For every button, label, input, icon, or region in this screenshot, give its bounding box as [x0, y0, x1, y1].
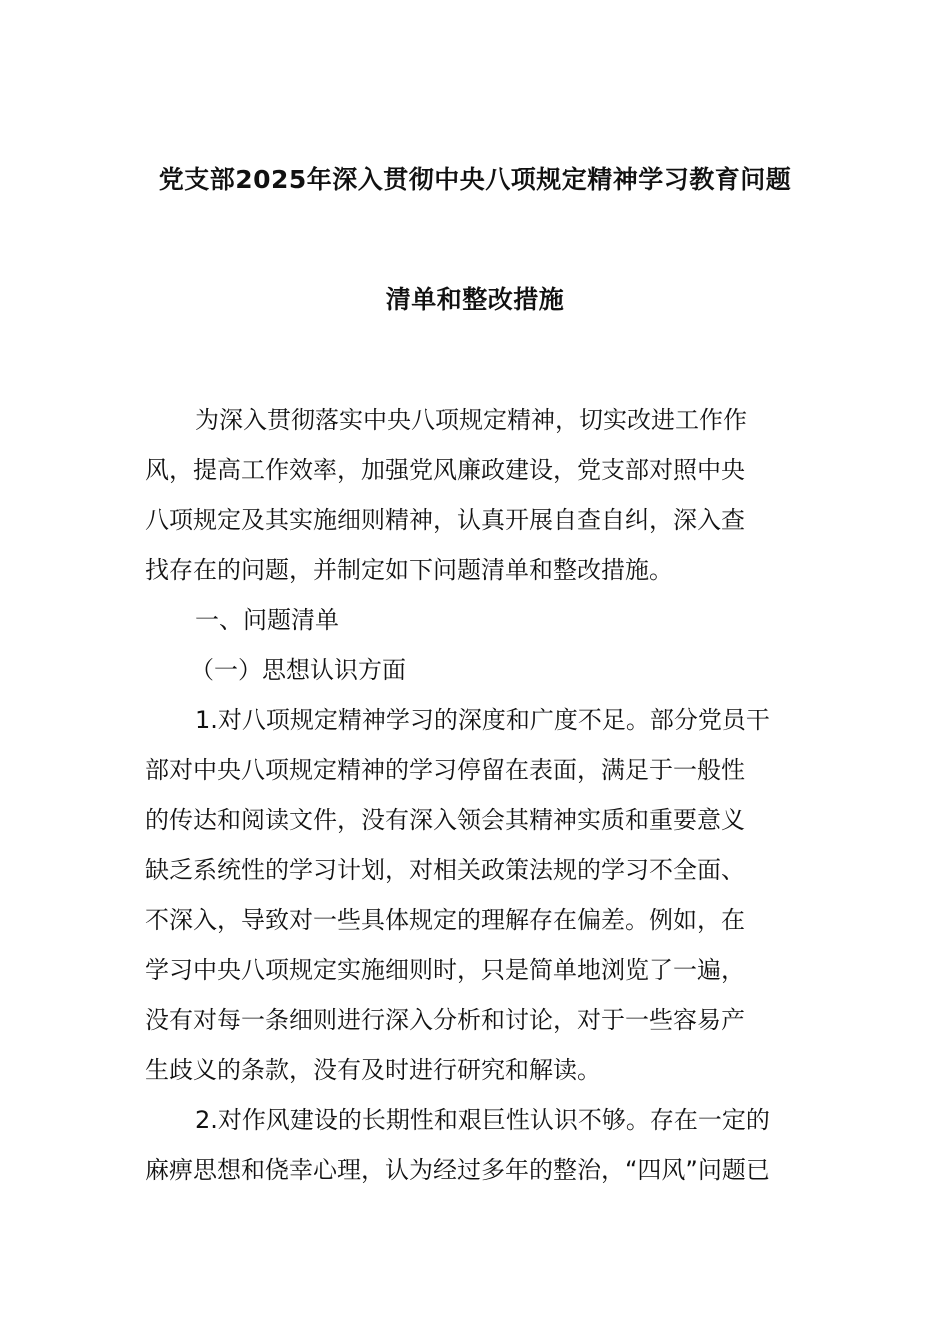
- subsection-heading-thinking: （一）思想认识方面: [190, 656, 406, 684]
- item-1-line: 的传达和阅读文件，没有深入领会其精神实质和重要意义: [145, 806, 745, 834]
- document-title-line-1: 党支部2025年深入贯彻中央八项规定精神学习教育问题: [158, 165, 792, 194]
- item-1-line: 部对中央八项规定精神的学习停留在表面，满足于一般性: [145, 756, 745, 784]
- item-1-line: 生歧义的条款，没有及时进行研究和解读。: [145, 1056, 601, 1084]
- intro-line: 找存在的问题，并制定如下问题清单和整改措施。: [145, 556, 673, 584]
- document-title-line-2: 清单和整改措施: [385, 285, 565, 314]
- intro-line: 八项规定及其实施细则精神，认真开展自查自纠，深入查: [145, 506, 745, 534]
- item-1-line: 不深入，导致对一些具体规定的理解存在偏差。例如，在: [145, 906, 745, 934]
- item-2-line: 麻痹思想和侥幸心理，认为经过多年的整治，“四风”问题已: [145, 1156, 770, 1184]
- intro-line: 为深入贯彻落实中央八项规定精神，切实改进工作作: [195, 406, 747, 434]
- item-1-line: 1.对八项规定精神学习的深度和广度不足。部分党员干: [195, 706, 770, 734]
- item-1-line: 没有对每一条细则进行深入分析和讨论，对于一些容易产: [145, 1006, 745, 1034]
- section-heading-problem-list: 一、问题清单: [195, 606, 339, 634]
- item-1-line: 缺乏系统性的学习计划，对相关政策法规的学习不全面、: [145, 856, 745, 884]
- item-2-line: 2.对作风建设的长期性和艰巨性认识不够。存在一定的: [195, 1106, 770, 1134]
- item-1-line: 学习中央八项规定实施细则时，只是简单地浏览了一遍，: [145, 956, 745, 984]
- intro-line: 风，提高工作效率，加强党风廉政建设，党支部对照中央: [145, 456, 745, 484]
